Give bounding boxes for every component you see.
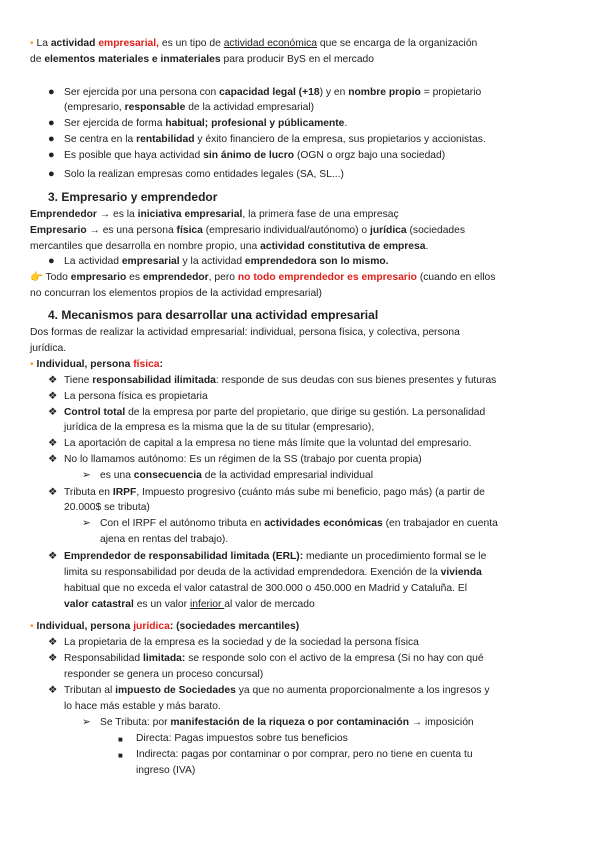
- text: = propietario: [420, 87, 482, 98]
- juridica-line: [64, 700, 221, 713]
- text-underline: actividad económica: [223, 38, 317, 49]
- text: y la actividad: [179, 256, 245, 267]
- text-bold: emprendedor: [142, 272, 209, 283]
- text: (sociedades: [406, 225, 466, 236]
- text: Tributan al: [64, 685, 116, 696]
- text-bold: valor catastral: [64, 599, 134, 610]
- star-icon: •: [30, 359, 34, 370]
- text: Indirecta: pagas por contaminar o por comprar, pero no tiene en cuenta tu: [136, 749, 473, 760]
- text-bold: nombre propio: [348, 87, 421, 98]
- text: (OGN o orgz bajo una sociedad): [294, 150, 446, 161]
- text: Con el IRPF el autónomo tributa en: [100, 518, 265, 529]
- text: limita su responsabilidad por deuda de la actividad emprendedora. Exención de la: [64, 567, 441, 578]
- text: .: [344, 118, 348, 129]
- text: lo hace más estable y más barato.: [64, 701, 221, 712]
- text: responder se genera un proceso concursal): [64, 669, 264, 680]
- bullet-item: [48, 255, 55, 268]
- text: Tiene: [64, 375, 93, 386]
- diamond-bullet-icon: ❖: [48, 551, 58, 562]
- text: que se encarga de la organización: [317, 38, 478, 49]
- text: No lo llamamos autónomo: Es un régimen de la SS (trabajo por cuenta propia): [64, 454, 422, 465]
- diamond-bullet-icon: ❖: [48, 653, 58, 664]
- text-bold: actividad constitutiva de empresa: [260, 241, 426, 252]
- square-bullet-icon: ■: [118, 751, 123, 760]
- bullet-line: [64, 168, 344, 181]
- text-bold: elementos materiales e inmateriales: [44, 54, 221, 65]
- juridica-line: [64, 652, 484, 665]
- text-bold: : (sociedades mercantiles): [169, 621, 300, 632]
- individual-heading: [30, 358, 163, 371]
- individual-line: [100, 533, 228, 546]
- text: La: [36, 38, 51, 49]
- text-bold: actividades económicas: [264, 518, 383, 529]
- bullet-item: [48, 149, 55, 162]
- text: es un tipo de: [159, 38, 224, 49]
- text: de la actividad empresarial individual: [201, 470, 374, 481]
- juridica-line: [136, 732, 348, 745]
- section-3-line: [30, 271, 495, 284]
- text: La actividad: [64, 256, 122, 267]
- diamond-bullet-icon: ❖: [48, 375, 58, 386]
- text-bold: física: [176, 225, 203, 236]
- text: (empresario individual/autónomo) o: [202, 225, 371, 236]
- text-red: no todo emprendedor es empresario: [237, 272, 417, 283]
- bullet-item: [48, 117, 55, 130]
- text-bold: Empresario: [30, 225, 87, 236]
- juridica-line: [64, 668, 263, 681]
- text-bold: consecuencia: [133, 470, 202, 481]
- text: Es posible que haya actividad: [64, 150, 204, 161]
- individual-line: [64, 550, 486, 563]
- text: no concurran los elementos propios de la actividad empresarial): [30, 288, 322, 299]
- text-bold: jurídica: [370, 225, 407, 236]
- text: (cuando en ellos: [416, 272, 496, 283]
- text: Ser ejercida por una persona con: [64, 87, 220, 98]
- text: Ser ejercida de forma: [64, 118, 166, 129]
- text: Solo la realizan empresas como entidades legales (SA, SL...): [64, 169, 344, 180]
- individual-line: [64, 406, 485, 419]
- text-bold: empresarial: [121, 256, 180, 267]
- text: La propietaria de la empresa es la sociedad y de la sociedad la persona física: [64, 637, 419, 648]
- individual-line: [64, 390, 208, 403]
- individual-line: [64, 374, 496, 387]
- section-3-title: 3. Empresario y emprendedor: [48, 190, 218, 204]
- bullet-item: [48, 168, 55, 181]
- individual-line: [64, 453, 422, 466]
- section-3-line: [64, 255, 389, 268]
- diamond-bullet-icon: ❖: [48, 407, 58, 418]
- pointing-hand-icon: 👉: [30, 272, 43, 283]
- diamond-bullet-icon: ❖: [48, 487, 58, 498]
- juridica-heading: [30, 620, 299, 633]
- bullet-line: [64, 117, 347, 130]
- bullet-disc-icon: ●: [48, 86, 55, 98]
- arrow-bullet-icon: ➢: [82, 518, 91, 529]
- text: es: [126, 272, 143, 283]
- text: (empresario,: [64, 102, 125, 113]
- section-4-line: jurídica.: [30, 343, 67, 354]
- intro-line-2: [30, 53, 374, 66]
- intro-line-1: [30, 37, 477, 50]
- text: se responde solo con el activo de la empresa (Si no hay con qué: [185, 653, 484, 664]
- diamond-bullet-icon: ❖: [48, 391, 58, 402]
- text-bold: iniciativa empresarial: [137, 209, 243, 220]
- text: para producir ByS en el mercado: [220, 54, 375, 65]
- text: , la primera fase de una empresaç: [242, 209, 399, 220]
- text: → imposición: [409, 717, 474, 728]
- text-red: jurídica: [133, 621, 170, 632]
- section-3-line: [30, 208, 399, 221]
- bullet-disc-icon: ●: [48, 133, 55, 145]
- text-bold: capacidad legal (+18: [219, 87, 320, 98]
- individual-line: [64, 566, 482, 579]
- text: mediante un procedimiento formal se le: [303, 551, 487, 562]
- bullet-line: [64, 101, 314, 114]
- text: ) y en: [319, 87, 349, 98]
- text-bold: Emprendedor de responsabilidad limitada (ERL):: [64, 551, 304, 562]
- section-3-line: [30, 287, 322, 300]
- text: Todo: [45, 272, 71, 283]
- text: La persona física es propietaria: [64, 391, 208, 402]
- individual-line: [64, 501, 150, 514]
- section-3-line: [30, 240, 428, 253]
- text-bold: vivienda: [440, 567, 482, 578]
- individual-line: [64, 598, 315, 611]
- individual-line: [64, 582, 467, 595]
- individual-line: [64, 421, 374, 434]
- individual-line: [100, 469, 373, 482]
- text-bold: Individual, persona: [36, 621, 134, 632]
- text-red: física: [133, 359, 160, 370]
- individual-line: [64, 437, 472, 450]
- juridica-line: [100, 716, 474, 729]
- text: Se centra en la: [64, 134, 137, 145]
- text: ajena en rentas del trabajo).: [100, 534, 229, 545]
- text: Se Tributa: por: [100, 717, 171, 728]
- bullet-item: [48, 86, 55, 99]
- text-bold: Control total: [64, 407, 126, 418]
- text-bold: manifestación de la riqueza o por contaminación: [170, 717, 409, 728]
- text: de: [30, 54, 45, 65]
- text-bold: IRPF: [112, 487, 137, 498]
- text: mercantiles que desarrolla en nombre propio, una: [30, 241, 261, 252]
- text: , Impuesto progresivo (cuánto más sube mi beneficio, pago más) (a partir de: [136, 487, 485, 498]
- text: → es la: [96, 209, 138, 220]
- individual-line: [100, 517, 498, 530]
- text: habitual que no exceda el valor catastral de 300.000 o 450.000 en Madrid y Cataluña. El: [64, 583, 467, 594]
- text-bold: limitada:: [143, 653, 186, 664]
- diamond-bullet-icon: ❖: [48, 685, 58, 696]
- text: (en trabajador en cuenta: [382, 518, 498, 529]
- text-bold: rentabilidad: [136, 134, 195, 145]
- text: es una: [100, 470, 134, 481]
- text-underline: inferior: [189, 599, 225, 610]
- arrow-bullet-icon: ➢: [82, 717, 91, 728]
- text: Tributa en: [64, 487, 113, 498]
- bullet-disc-icon: ●: [48, 255, 55, 267]
- square-bullet-icon: ■: [118, 735, 123, 744]
- star-icon: •: [30, 621, 34, 632]
- bullet-disc-icon: ●: [48, 149, 55, 161]
- section-3-line: [30, 224, 465, 237]
- text: y éxito financiero de la empresa, sus propietarios y accionistas.: [194, 134, 486, 145]
- text-bold: empresario: [70, 272, 127, 283]
- bullet-line: [64, 133, 486, 146]
- text-bold: impuesto de Sociedades: [115, 685, 236, 696]
- diamond-bullet-icon: ❖: [48, 454, 58, 465]
- arrow-bullet-icon: ➢: [82, 470, 91, 481]
- star-icon: •: [30, 38, 34, 49]
- text: es un valor: [133, 599, 190, 610]
- text-bold: Emprendedor: [30, 209, 97, 220]
- text-bold: actividad: [50, 38, 96, 49]
- juridica-line: [64, 636, 419, 649]
- text-bold: emprendedora son lo mismo.: [244, 256, 389, 267]
- bullet-item: [48, 133, 55, 146]
- bullet-line: [64, 86, 481, 99]
- text: jurídica de la empresa es la misma que la de su titular (empresario),: [64, 422, 375, 433]
- text: de la actividad empresarial): [185, 102, 315, 113]
- text: .: [425, 241, 429, 252]
- section-4-title: 4. Mecanismos para desarrollar una actividad empresarial: [48, 308, 379, 322]
- text: al valor de mercado: [224, 599, 315, 610]
- text: de la empresa por parte del propietario, que dirige su gestión. La personalidad: [125, 407, 486, 418]
- text-bold: habitual; profesional y públicamente: [165, 118, 345, 129]
- section-4-line: Dos formas de realizar la actividad empresarial: individual, persona física, y colectiva, persona: [30, 327, 460, 338]
- individual-line: [64, 486, 485, 499]
- text-red: empresarial,: [98, 38, 160, 49]
- text: ya que no aumenta proporcionalmente a los ingresos y: [235, 685, 490, 696]
- text: ingreso (IVA): [136, 765, 196, 776]
- bullet-line: [64, 149, 445, 162]
- text-bold: sin ánimo de lucro: [203, 150, 295, 161]
- juridica-line: [136, 748, 473, 761]
- text: Directa: Pagas impuestos sobre tus beneficios: [136, 733, 348, 744]
- bullet-disc-icon: ●: [48, 168, 55, 180]
- text: → es una persona: [86, 225, 177, 236]
- text: Responsabilidad: [64, 653, 143, 664]
- text: La aportación de capital a la empresa no tiene más límite que la voluntad del empresario.: [64, 438, 472, 449]
- text-bold: :: [159, 359, 163, 370]
- diamond-bullet-icon: ❖: [48, 438, 58, 449]
- text-bold: Individual, persona: [36, 359, 134, 370]
- text-bold: responsable: [124, 102, 186, 113]
- diamond-bullet-icon: ❖: [48, 637, 58, 648]
- text-bold: responsabilidad ilimitada: [92, 375, 216, 386]
- text: 20.000$ se tributa): [64, 502, 150, 513]
- text: , pero: [208, 272, 238, 283]
- text: : responde de sus deudas con sus bienes presentes y futuras: [215, 375, 497, 386]
- juridica-line: [64, 684, 489, 697]
- bullet-disc-icon: ●: [48, 117, 55, 129]
- juridica-line: [136, 764, 195, 777]
